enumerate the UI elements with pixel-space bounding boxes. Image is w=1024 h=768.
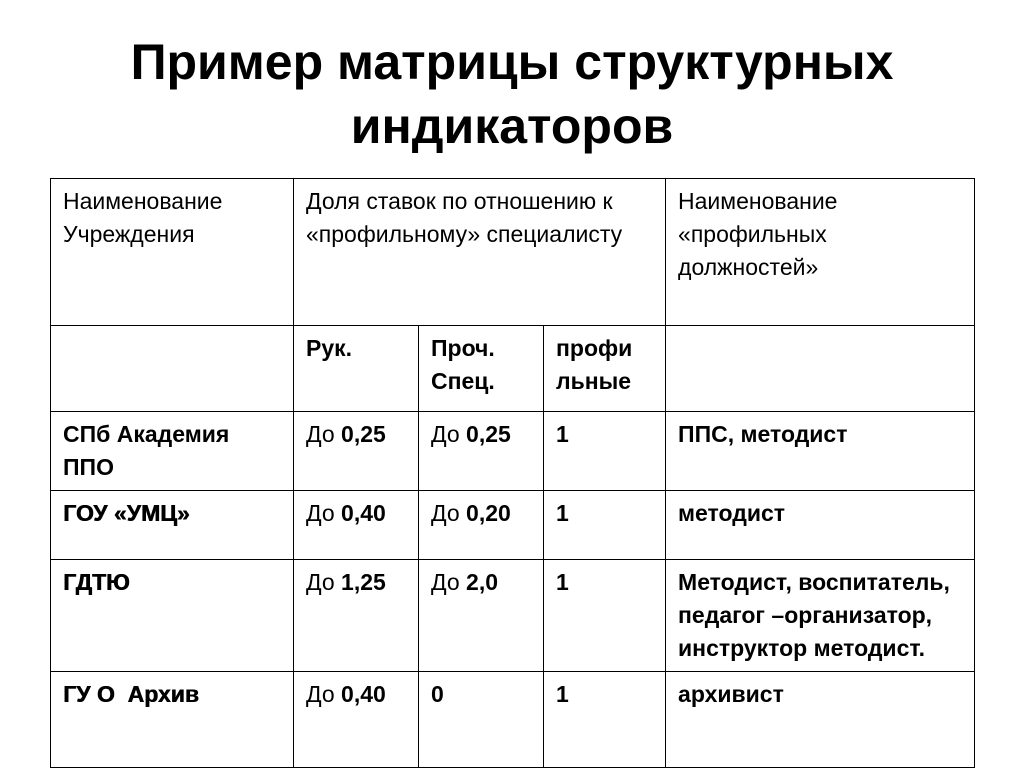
subheader-profile-line-1: профи [556, 335, 633, 361]
subheader-proch-line-2: Спец. [431, 368, 495, 394]
row-3-institution: ГДТЮ [51, 560, 294, 672]
row-4-institution: ГУ О Архив [51, 672, 294, 768]
row-3-proch [419, 560, 544, 672]
table-subheader-row [51, 326, 975, 412]
row-1-ruk-value: 0,25 [341, 421, 386, 447]
row-4-ruk [294, 672, 419, 768]
row-4-profile: 1 [544, 672, 666, 768]
subheader-profile [544, 326, 666, 412]
subheader-empty-cell-right [666, 326, 975, 412]
row-1-ruk-prefix: До [306, 421, 342, 447]
page-title [0, 30, 1024, 158]
row-3-profile: 1 [544, 560, 666, 672]
row-2-proch [419, 491, 544, 560]
indicator-matrix-table [50, 178, 975, 768]
row-3-ruk-prefix: До [306, 569, 342, 595]
row-3-proch-prefix: До [431, 569, 467, 595]
row-2-positions: методист [666, 491, 975, 560]
row-2-proch-value: 0,20 [466, 500, 511, 526]
row-1-positions: ППС, методист [666, 412, 975, 491]
row-1-ruk [294, 412, 419, 491]
table-header-row [51, 179, 975, 326]
page-title-line-2: индикаторов [350, 98, 674, 154]
row-2-ruk-value: 0,40 [341, 500, 386, 526]
subheader-proch [419, 326, 544, 412]
row-4-ruk-value: 0,40 [341, 681, 386, 707]
table-row [51, 560, 975, 672]
subheader-empty-cell [51, 326, 294, 412]
row-1-proch-prefix: До [431, 421, 467, 447]
row-4-ruk-prefix: До [306, 681, 342, 707]
row-3-positions: Методист, воспитатель, педагог –организатор, инструктор методист. [666, 560, 975, 672]
row-4-positions: архивист [666, 672, 975, 768]
row-1-proch-value: 0,25 [466, 421, 511, 447]
row-2-ruk [294, 491, 419, 560]
subheader-ruk: Рук. [294, 326, 419, 412]
header-profile-positions: Наименование «профильных должностей» [666, 179, 975, 326]
subheader-proch-line-1: Проч. [431, 335, 495, 361]
table-row [51, 672, 975, 768]
page-title-line-1: Пример матрицы структурных [130, 34, 894, 90]
row-2-proch-prefix: До [431, 500, 467, 526]
header-institution-name: Наименование Учреждения [51, 179, 294, 326]
row-1-proch [419, 412, 544, 491]
header-rate-share: Доля ставок по отношению к «профильному» специалисту [294, 179, 666, 326]
table-row [51, 412, 975, 491]
row-3-ruk [294, 560, 419, 672]
row-3-proch-value: 2,0 [466, 569, 499, 595]
row-2-institution: ГОУ «УМЦ» [51, 491, 294, 560]
subheader-profile-line-2: льные [556, 368, 632, 394]
row-4-proch: 0 [419, 672, 544, 768]
table-row [51, 491, 975, 560]
row-1-institution: СПб Академия ППО [51, 412, 294, 491]
row-3-ruk-value: 1,25 [341, 569, 386, 595]
row-1-profile: 1 [544, 412, 666, 491]
row-2-ruk-prefix: До [306, 500, 342, 526]
row-2-profile: 1 [544, 491, 666, 560]
